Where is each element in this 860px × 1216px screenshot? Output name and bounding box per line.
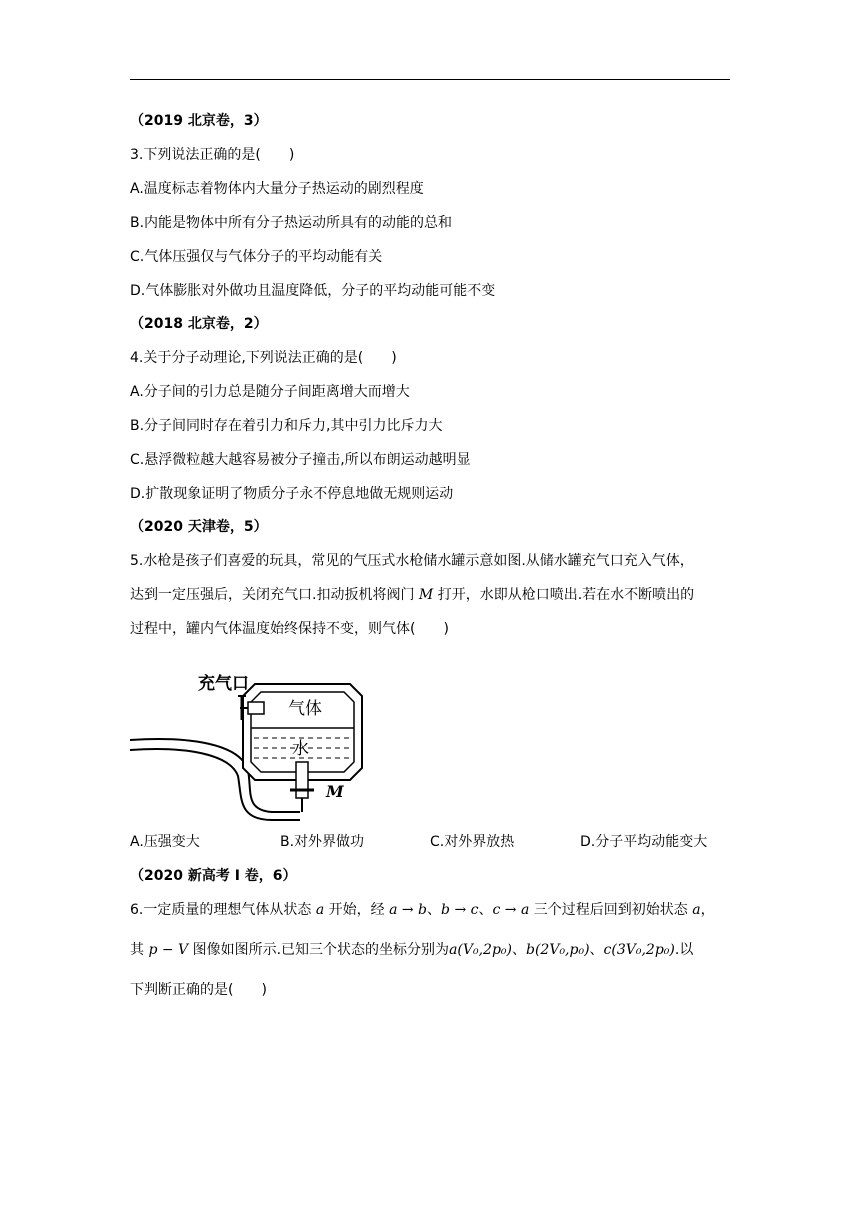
- q6-line1-part2: 开始，经: [324, 902, 390, 918]
- q6-stem-line3: 下判断正确的是( ): [130, 982, 267, 998]
- q6-sep3: 、: [512, 942, 526, 958]
- q6-coord-b: b(2V₀,p₀): [526, 942, 590, 958]
- q5-source: （2020 天津卷，5）: [130, 519, 268, 535]
- q6-line2-part1: 其: [130, 942, 149, 958]
- inlet-pipe: [248, 702, 264, 714]
- q5-option-c: C.对外界放热: [430, 834, 515, 850]
- q6-line1-part1: 6.一定质量的理想气体从状态: [130, 902, 316, 918]
- gas-label: 气体: [288, 699, 322, 719]
- q5-stem-line3: 过程中，罐内气体温度始终保持不变，则气体( ): [130, 621, 449, 637]
- q6-sep1: 、: [427, 902, 442, 918]
- q3-option-a: A.温度标志着物体内大量分子热运动的剧烈程度: [130, 181, 424, 197]
- q5-stem-line2-part2: 打开，水即从枪口喷出.若在水不断喷出的: [433, 587, 695, 603]
- header-rule: [130, 79, 730, 80]
- q5-stem-line2-part1: 达到一定压强后，关闭充气口.扣动扳机将阀门: [130, 587, 419, 603]
- q6-line2-part3: .以: [674, 942, 694, 958]
- q6-coord-c: c(3V₀,2p₀): [603, 942, 675, 958]
- q6-state-a-2: a: [692, 902, 701, 918]
- water-label: 水: [292, 739, 309, 759]
- q4-option-d: D.扩散现象证明了物质分子永不停息地做无规则运动: [130, 486, 454, 502]
- q6-stem-line2: [130, 940, 693, 960]
- q6-state-a: a: [315, 902, 325, 918]
- q6-process-bc: b → c: [441, 902, 479, 918]
- q4-option-b: B.分子间同时存在着引力和斥力,其中引力比斥力大: [130, 418, 443, 434]
- q5-option-d: D.分子平均动能变大: [580, 834, 708, 850]
- q5-option-b: B.对外界做功: [280, 834, 365, 850]
- q3-option-d: D.气体膨胀对外做功且温度降低，分子的平均动能可能不变: [130, 283, 496, 299]
- q6-stem-line1: [130, 900, 715, 920]
- q6-source: （2020 新高考 I 卷，6）: [130, 868, 297, 884]
- q5-stem-line2: [130, 585, 694, 605]
- q4-option-c: C.悬浮微粒越大越容易被分子撞击,所以布朗运动越明显: [130, 452, 471, 468]
- q6-line1-part4: ，: [700, 902, 715, 918]
- q6-line1-part3: 三个过程后回到初始状态: [529, 902, 693, 918]
- q5-valve-symbol: M: [418, 587, 434, 603]
- water-gun-diagram: [130, 662, 380, 832]
- q5-stem-line1: 5.水枪是孩子们喜爱的玩具，常见的气压式水枪储水罐示意如图.从储水罐充气口充入气体，: [130, 553, 694, 569]
- valve-label: M: [326, 782, 344, 801]
- q5-option-a: A.压强变大: [130, 834, 200, 850]
- q6-line2-part2: 图像如图所示.已知三个状态的坐标分别为: [188, 942, 450, 958]
- q6-pv-symbol: p − V: [148, 942, 189, 958]
- q4-stem: 4.关于分子动理论,下列说法正确的是( ): [130, 350, 397, 366]
- q3-option-c: C.气体压强仅与气体分子的平均动能有关: [130, 249, 383, 265]
- q6-sep4: 、: [589, 942, 604, 958]
- q3-stem: 3.下列说法正确的是( ): [130, 147, 295, 163]
- outlet-tube: [296, 762, 308, 798]
- inlet-label: 充气口: [198, 674, 249, 694]
- q4-option-a: A.分子间的引力总是随分子间距离增大而增大: [130, 384, 410, 400]
- q3-option-b: B.内能是物体中所有分子热运动所具有的动能的总和: [130, 215, 453, 231]
- q4-source: （2018 北京卷，2）: [130, 316, 268, 332]
- q6-sep2: 、: [478, 902, 493, 918]
- q3-source: （2019 北京卷，3）: [130, 113, 268, 129]
- q6-process-ca: c → a: [492, 902, 530, 918]
- q6-process-ab: a → b: [389, 902, 428, 918]
- q6-coord-a: a(V₀,2p₀): [449, 942, 512, 958]
